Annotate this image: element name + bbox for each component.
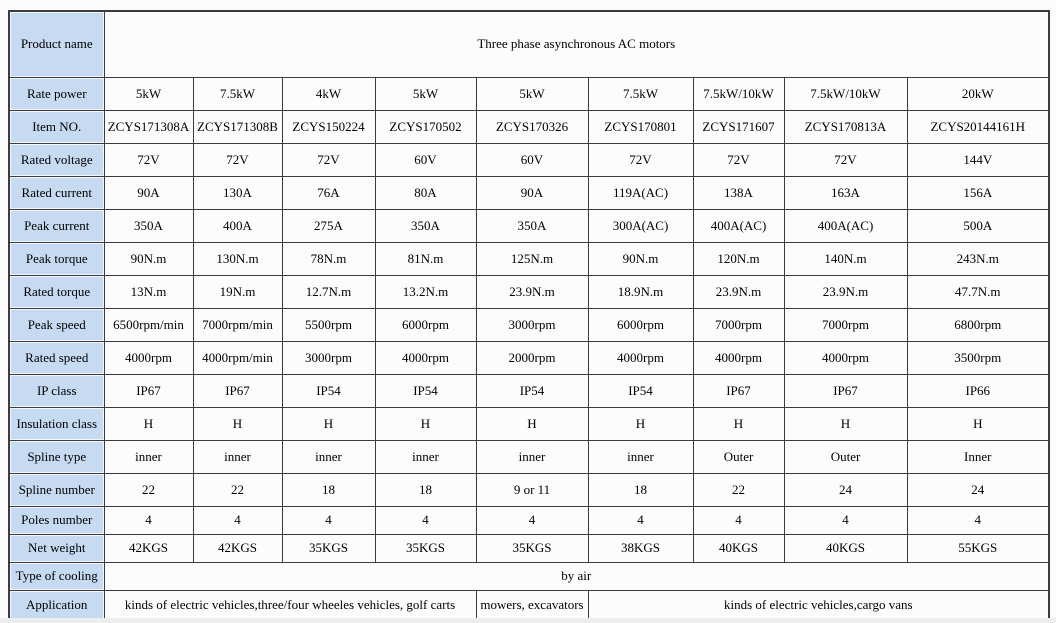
spec-cell-rate-power-0: 5kW bbox=[104, 77, 193, 110]
spec-cell-rated-current-3: 80A bbox=[375, 176, 476, 209]
row-label-peak-current: Peak current bbox=[9, 209, 104, 242]
spec-cell-rated-current-5: 119A(AC) bbox=[588, 176, 693, 209]
row-label-poles-number: Poles number bbox=[9, 506, 104, 534]
spec-cell-rated-voltage-1: 72V bbox=[193, 143, 282, 176]
spec-cell-insulation-class-7: H bbox=[784, 407, 907, 440]
spec-cell-rated-torque-6: 23.9N.m bbox=[693, 275, 784, 308]
spec-cell-spline-type-6: Outer bbox=[693, 440, 784, 473]
spec-cell-spline-number-1: 22 bbox=[193, 473, 282, 506]
spec-cell-ip-class-3: IP54 bbox=[375, 374, 476, 407]
row-label-net-weight: Net weight bbox=[9, 534, 104, 562]
spec-cell-rate-power-3: 5kW bbox=[375, 77, 476, 110]
spec-cell-spline-number-4: 9 or 11 bbox=[476, 473, 588, 506]
spec-cell-poles-number-0: 4 bbox=[104, 506, 193, 534]
spec-cell-rated-current-4: 90A bbox=[476, 176, 588, 209]
spec-cell-peak-speed-4: 3000rpm bbox=[476, 308, 588, 341]
spec-cell-peak-speed-1: 7000rpm/min bbox=[193, 308, 282, 341]
spec-cell-rated-speed-6: 4000rpm bbox=[693, 341, 784, 374]
spec-cell-rate-power-6: 7.5kW/10kW bbox=[693, 77, 784, 110]
spec-cell-peak-speed-5: 6000rpm bbox=[588, 308, 693, 341]
table-row-type-of-cooling bbox=[9, 562, 1049, 590]
spec-cell-peak-current-7: 400A(AC) bbox=[784, 209, 907, 242]
spec-cell-ip-class-7: IP67 bbox=[784, 374, 907, 407]
spec-cell-rated-torque-2: 12.7N.m bbox=[282, 275, 375, 308]
spec-cell-peak-speed-8: 6800rpm bbox=[907, 308, 1049, 341]
spec-cell-spline-type-7: Outer bbox=[784, 440, 907, 473]
spec-cell-application-2: kinds of electric vehicles,cargo vans bbox=[588, 590, 1049, 621]
spec-cell-ip-class-0: IP67 bbox=[104, 374, 193, 407]
table-row-rated-speed bbox=[9, 341, 1049, 374]
spec-cell-rate-power-8: 20kW bbox=[907, 77, 1049, 110]
spec-cell-rated-torque-8: 47.7N.m bbox=[907, 275, 1049, 308]
table-row-spline-type bbox=[9, 440, 1049, 473]
spec-cell-ip-class-1: IP67 bbox=[193, 374, 282, 407]
spec-cell-peak-speed-6: 7000rpm bbox=[693, 308, 784, 341]
spec-cell-spline-number-8: 24 bbox=[907, 473, 1049, 506]
row-label-spline-number: Spline number bbox=[9, 473, 104, 506]
spec-cell-poles-number-1: 4 bbox=[193, 506, 282, 534]
spec-cell-rate-power-2: 4kW bbox=[282, 77, 375, 110]
spec-cell-rated-torque-7: 23.9N.m bbox=[784, 275, 907, 308]
spec-cell-peak-current-3: 350A bbox=[375, 209, 476, 242]
spec-cell-item-no-3: ZCYS170502 bbox=[375, 110, 476, 143]
spec-cell-rated-torque-4: 23.9N.m bbox=[476, 275, 588, 308]
spec-cell-net-weight-2: 35KGS bbox=[282, 534, 375, 562]
spec-cell-rated-voltage-4: 60V bbox=[476, 143, 588, 176]
spec-cell-rated-speed-3: 4000rpm bbox=[375, 341, 476, 374]
spec-cell-net-weight-6: 40KGS bbox=[693, 534, 784, 562]
spec-cell-application-1: mowers, excavators bbox=[476, 590, 588, 621]
spec-cell-ip-class-6: IP67 bbox=[693, 374, 784, 407]
spec-cell-ip-class-8: IP66 bbox=[907, 374, 1049, 407]
table-row-rate-power bbox=[9, 77, 1049, 110]
spec-cell-peak-torque-1: 130N.m bbox=[193, 242, 282, 275]
row-label-item-no: Item NO. bbox=[9, 110, 104, 143]
row-label-rated-torque: Rated torque bbox=[9, 275, 104, 308]
spec-cell-spline-type-5: inner bbox=[588, 440, 693, 473]
motor-spec-table bbox=[8, 10, 1050, 622]
spec-cell-insulation-class-6: H bbox=[693, 407, 784, 440]
spec-cell-ip-class-5: IP54 bbox=[588, 374, 693, 407]
spec-cell-peak-torque-4: 125N.m bbox=[476, 242, 588, 275]
spec-cell-spline-type-8: Inner bbox=[907, 440, 1049, 473]
spec-cell-rated-speed-1: 4000rpm/min bbox=[193, 341, 282, 374]
row-label-ip-class: IP class bbox=[9, 374, 104, 407]
spec-cell-insulation-class-2: H bbox=[282, 407, 375, 440]
spec-cell-rated-voltage-3: 60V bbox=[375, 143, 476, 176]
spec-cell-item-no-8: ZCYS20144161H bbox=[907, 110, 1049, 143]
spec-cell-type-of-cooling-0: by air bbox=[104, 562, 1049, 590]
spec-cell-net-weight-7: 40KGS bbox=[784, 534, 907, 562]
spec-cell-net-weight-5: 38KGS bbox=[588, 534, 693, 562]
spec-cell-peak-current-0: 350A bbox=[104, 209, 193, 242]
spec-cell-item-no-6: ZCYS171607 bbox=[693, 110, 784, 143]
row-label-rated-speed: Rated speed bbox=[9, 341, 104, 374]
spec-cell-insulation-class-8: H bbox=[907, 407, 1049, 440]
spec-cell-spline-number-5: 18 bbox=[588, 473, 693, 506]
spec-cell-rated-current-7: 163A bbox=[784, 176, 907, 209]
spec-cell-peak-torque-3: 81N.m bbox=[375, 242, 476, 275]
spec-cell-poles-number-6: 4 bbox=[693, 506, 784, 534]
spec-cell-spline-number-0: 22 bbox=[104, 473, 193, 506]
table-row-spline-number bbox=[9, 473, 1049, 506]
spec-cell-peak-speed-0: 6500rpm/min bbox=[104, 308, 193, 341]
row-label-product-name: Product name bbox=[9, 11, 104, 77]
spec-cell-peak-current-4: 350A bbox=[476, 209, 588, 242]
spec-cell-rated-voltage-8: 144V bbox=[907, 143, 1049, 176]
spec-cell-rate-power-7: 7.5kW/10kW bbox=[784, 77, 907, 110]
spec-cell-item-no-0: ZCYS171308A bbox=[104, 110, 193, 143]
row-label-application: Application bbox=[9, 590, 104, 621]
spec-table-wrap bbox=[8, 10, 1050, 622]
row-label-peak-speed: Peak speed bbox=[9, 308, 104, 341]
spec-cell-rate-power-5: 7.5kW bbox=[588, 77, 693, 110]
spec-cell-peak-current-2: 275A bbox=[282, 209, 375, 242]
spec-cell-item-no-2: ZCYS150224 bbox=[282, 110, 375, 143]
spec-cell-peak-speed-7: 7000rpm bbox=[784, 308, 907, 341]
row-label-type-of-cooling: Type of cooling bbox=[9, 562, 104, 590]
spec-cell-net-weight-0: 42KGS bbox=[104, 534, 193, 562]
table-row-ip-class bbox=[9, 374, 1049, 407]
table-row-rated-voltage bbox=[9, 143, 1049, 176]
spec-cell-rated-speed-0: 4000rpm bbox=[104, 341, 193, 374]
spec-cell-rate-power-4: 5kW bbox=[476, 77, 588, 110]
spec-cell-peak-speed-3: 6000rpm bbox=[375, 308, 476, 341]
table-row-application bbox=[9, 590, 1049, 621]
spec-cell-rated-current-1: 130A bbox=[193, 176, 282, 209]
spec-cell-rated-voltage-5: 72V bbox=[588, 143, 693, 176]
spec-cell-rated-current-6: 138A bbox=[693, 176, 784, 209]
spec-cell-poles-number-3: 4 bbox=[375, 506, 476, 534]
spec-cell-spline-type-0: inner bbox=[104, 440, 193, 473]
spec-cell-insulation-class-1: H bbox=[193, 407, 282, 440]
spec-cell-rated-speed-2: 3000rpm bbox=[282, 341, 375, 374]
spec-cell-insulation-class-5: H bbox=[588, 407, 693, 440]
spec-cell-peak-current-6: 400A(AC) bbox=[693, 209, 784, 242]
spec-cell-rated-voltage-0: 72V bbox=[104, 143, 193, 176]
spec-cell-rated-speed-7: 4000rpm bbox=[784, 341, 907, 374]
row-label-spline-type: Spline type bbox=[9, 440, 104, 473]
spec-cell-net-weight-8: 55KGS bbox=[907, 534, 1049, 562]
row-label-rated-current: Rated current bbox=[9, 176, 104, 209]
spec-cell-peak-current-8: 500A bbox=[907, 209, 1049, 242]
spec-cell-rated-torque-3: 13.2N.m bbox=[375, 275, 476, 308]
spec-cell-rated-current-2: 76A bbox=[282, 176, 375, 209]
spec-cell-spline-number-2: 18 bbox=[282, 473, 375, 506]
spec-cell-rated-voltage-6: 72V bbox=[693, 143, 784, 176]
spec-cell-rated-speed-4: 2000rpm bbox=[476, 341, 588, 374]
spec-cell-insulation-class-3: H bbox=[375, 407, 476, 440]
table-row-item-no bbox=[9, 110, 1049, 143]
row-label-insulation-class: Insulation class bbox=[9, 407, 104, 440]
spec-cell-rated-speed-5: 4000rpm bbox=[588, 341, 693, 374]
table-row-net-weight bbox=[9, 534, 1049, 562]
table-row-rated-torque bbox=[9, 275, 1049, 308]
table-row-peak-torque bbox=[9, 242, 1049, 275]
spec-cell-peak-current-5: 300A(AC) bbox=[588, 209, 693, 242]
spec-cell-spline-type-2: inner bbox=[282, 440, 375, 473]
spec-cell-item-no-7: ZCYS170813A bbox=[784, 110, 907, 143]
spec-cell-item-no-1: ZCYS171308B bbox=[193, 110, 282, 143]
spec-cell-peak-torque-6: 120N.m bbox=[693, 242, 784, 275]
spec-cell-peak-torque-5: 90N.m bbox=[588, 242, 693, 275]
spec-cell-rated-torque-5: 18.9N.m bbox=[588, 275, 693, 308]
spec-cell-rated-voltage-2: 72V bbox=[282, 143, 375, 176]
spec-cell-poles-number-5: 4 bbox=[588, 506, 693, 534]
spec-table-body bbox=[9, 11, 1049, 621]
spec-cell-net-weight-1: 42KGS bbox=[193, 534, 282, 562]
table-row-peak-speed bbox=[9, 308, 1049, 341]
spec-cell-ip-class-4: IP54 bbox=[476, 374, 588, 407]
row-label-rated-voltage: Rated voltage bbox=[9, 143, 104, 176]
table-row-peak-current bbox=[9, 209, 1049, 242]
spec-cell-rated-voltage-7: 72V bbox=[784, 143, 907, 176]
spec-cell-poles-number-7: 4 bbox=[784, 506, 907, 534]
spec-cell-spline-number-3: 18 bbox=[375, 473, 476, 506]
table-row-insulation-class bbox=[9, 407, 1049, 440]
row-label-rate-power: Rate power bbox=[9, 77, 104, 110]
spec-cell-rated-current-8: 156A bbox=[907, 176, 1049, 209]
spec-cell-item-no-4: ZCYS170326 bbox=[476, 110, 588, 143]
spec-cell-ip-class-2: IP54 bbox=[282, 374, 375, 407]
spec-cell-net-weight-4: 35KGS bbox=[476, 534, 588, 562]
spec-cell-spline-number-7: 24 bbox=[784, 473, 907, 506]
spec-cell-poles-number-4: 4 bbox=[476, 506, 588, 534]
spec-cell-application-0: kinds of electric vehicles,three/four wheeles vehicles, golf carts bbox=[104, 590, 476, 621]
spec-cell-peak-torque-2: 78N.m bbox=[282, 242, 375, 275]
spec-cell-poles-number-8: 4 bbox=[907, 506, 1049, 534]
spec-cell-net-weight-3: 35KGS bbox=[375, 534, 476, 562]
table-row-rated-current bbox=[9, 176, 1049, 209]
spec-cell-peak-speed-2: 5500rpm bbox=[282, 308, 375, 341]
spec-cell-product-name-0: Three phase asynchronous AC motors bbox=[104, 11, 1049, 77]
spec-cell-peak-current-1: 400A bbox=[193, 209, 282, 242]
spec-cell-peak-torque-8: 243N.m bbox=[907, 242, 1049, 275]
row-label-peak-torque: Peak torque bbox=[9, 242, 104, 275]
spec-cell-rate-power-1: 7.5kW bbox=[193, 77, 282, 110]
spec-cell-rated-torque-1: 19N.m bbox=[193, 275, 282, 308]
spec-cell-insulation-class-4: H bbox=[476, 407, 588, 440]
spec-cell-rated-torque-0: 13N.m bbox=[104, 275, 193, 308]
spec-cell-item-no-5: ZCYS170801 bbox=[588, 110, 693, 143]
spec-cell-spline-type-1: inner bbox=[193, 440, 282, 473]
spec-cell-peak-torque-0: 90N.m bbox=[104, 242, 193, 275]
spec-cell-peak-torque-7: 140N.m bbox=[784, 242, 907, 275]
spec-cell-spline-type-4: inner bbox=[476, 440, 588, 473]
spec-cell-poles-number-2: 4 bbox=[282, 506, 375, 534]
spec-cell-spline-number-6: 22 bbox=[693, 473, 784, 506]
table-row-product-name bbox=[9, 11, 1049, 77]
spec-cell-rated-speed-8: 3500rpm bbox=[907, 341, 1049, 374]
spec-cell-spline-type-3: inner bbox=[375, 440, 476, 473]
spec-cell-insulation-class-0: H bbox=[104, 407, 193, 440]
table-row-poles-number bbox=[9, 506, 1049, 534]
page-bottom-strip bbox=[0, 618, 1056, 623]
spec-cell-rated-current-0: 90A bbox=[104, 176, 193, 209]
